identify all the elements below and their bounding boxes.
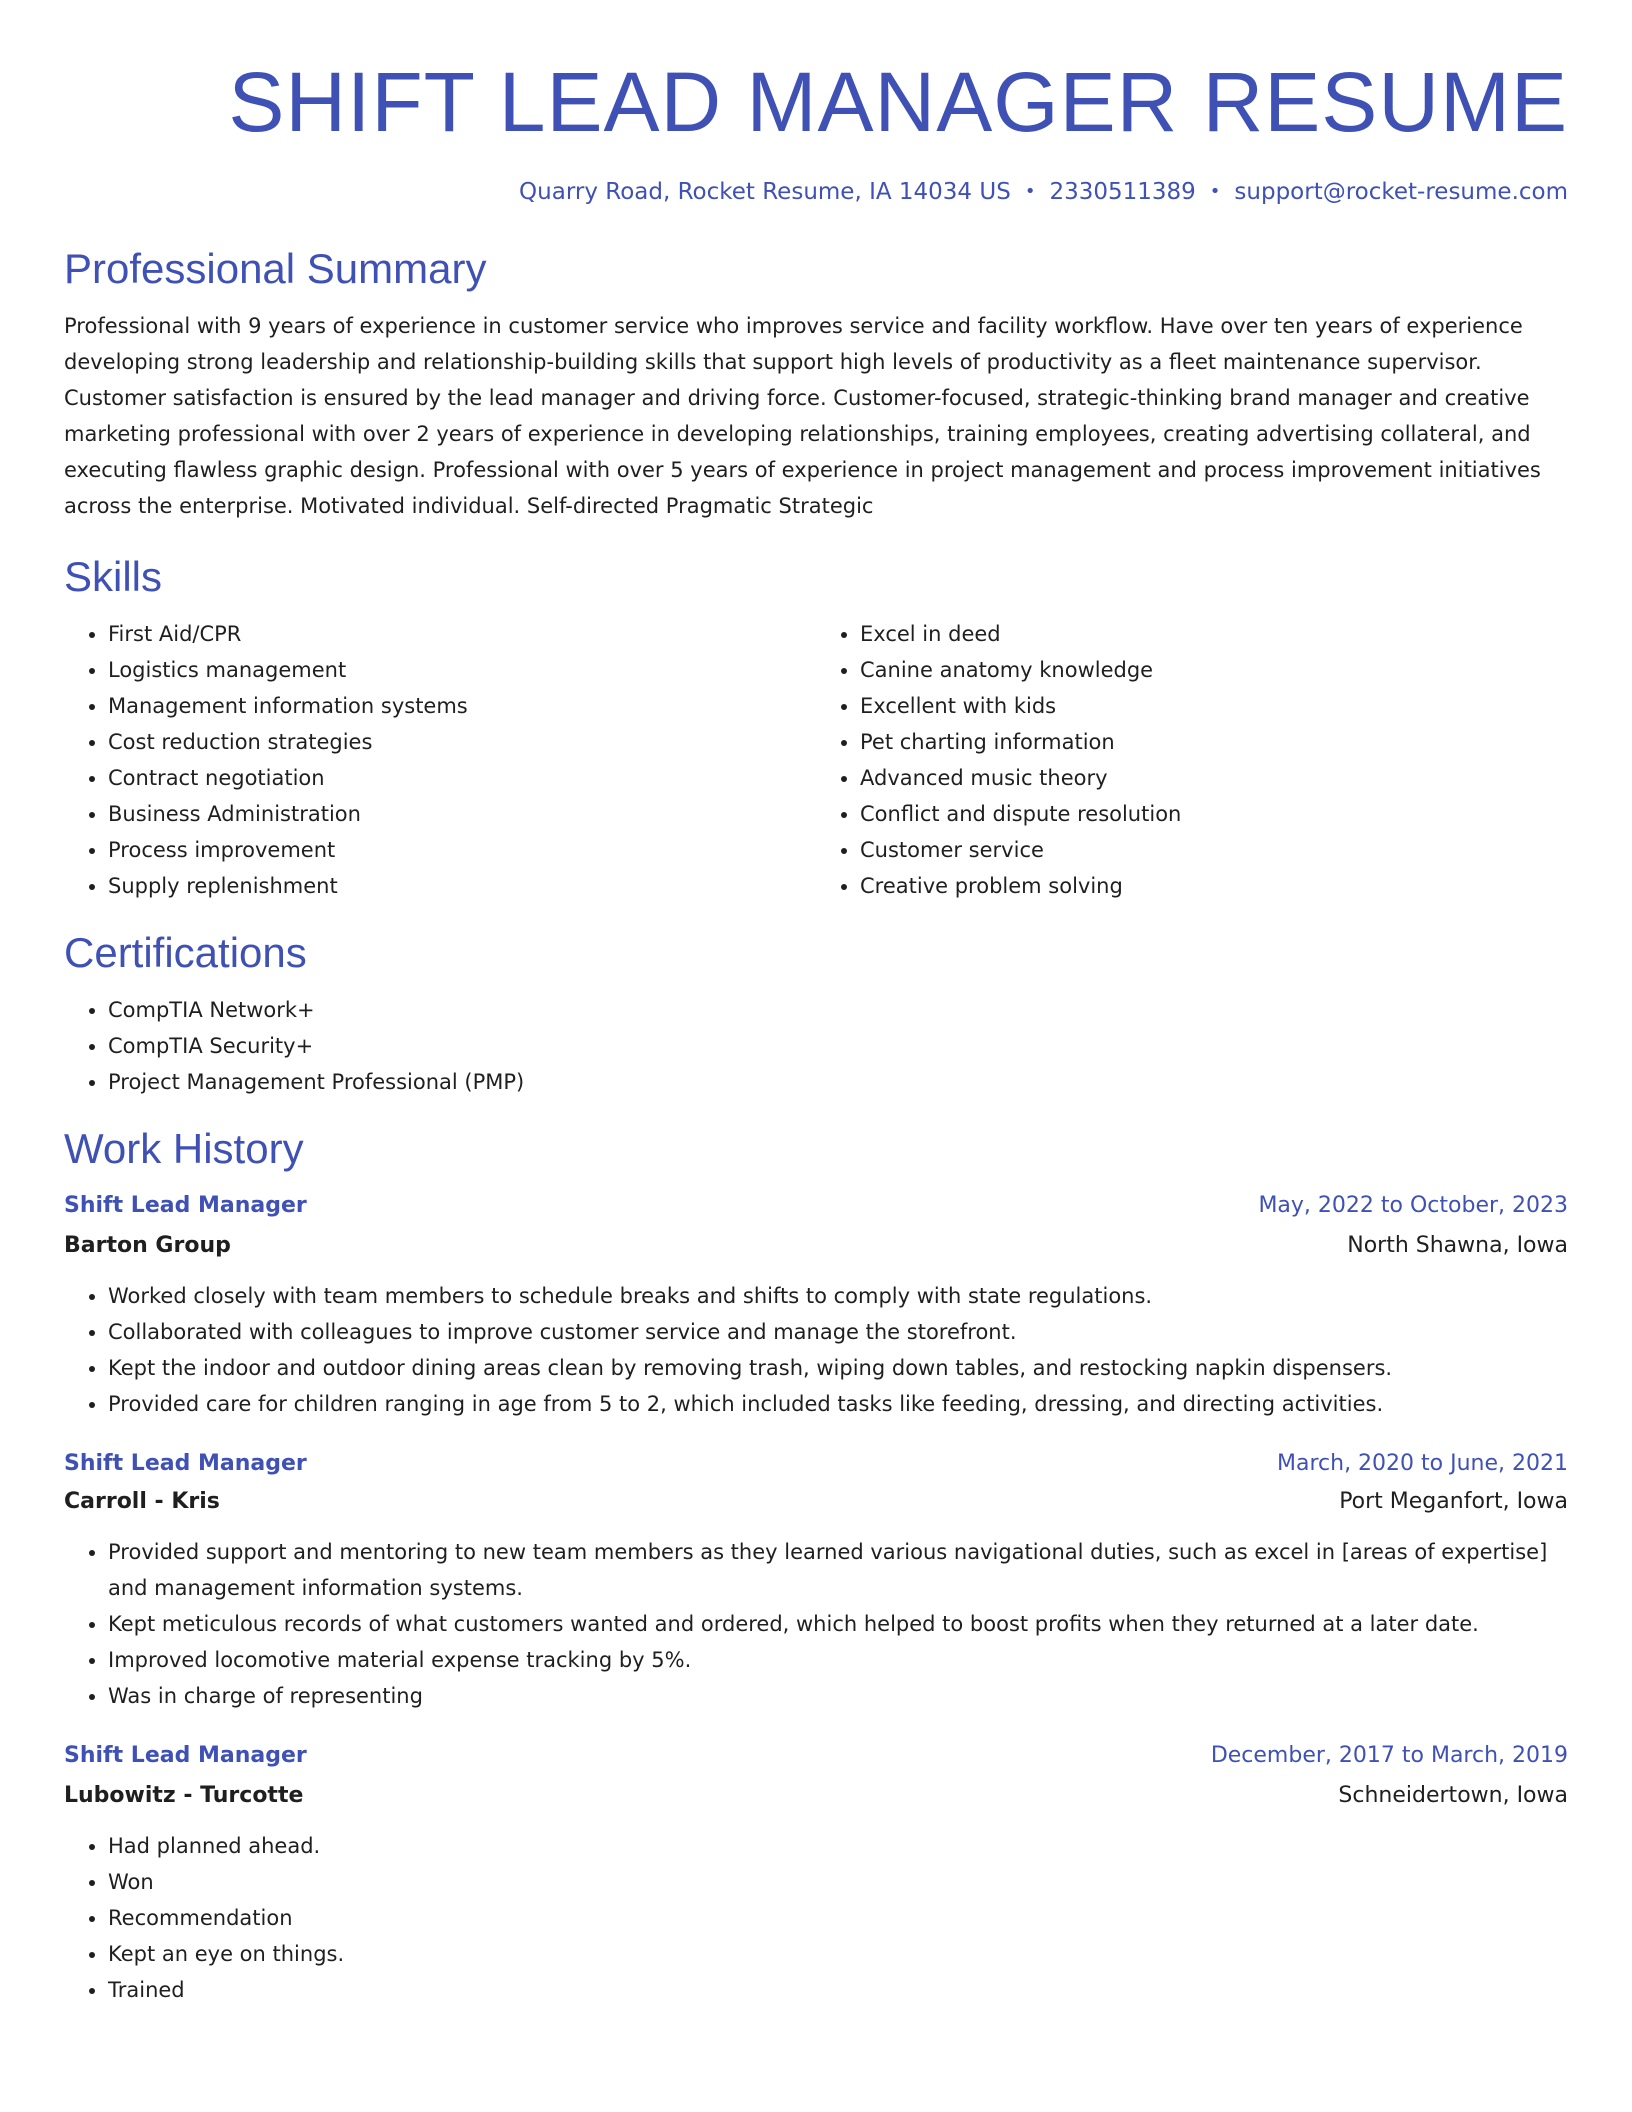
job-duty: • Provided care for children ranging in age from 5 to 2, which included tasks like feeding, dressing, and directing activities. bbox=[108, 1386, 1568, 1422]
skill-item: • Pet charting information bbox=[860, 724, 1568, 760]
work-history-heading: Work History bbox=[64, 1125, 304, 1172]
skill-item: • Conflict and dispute resolution bbox=[860, 796, 1568, 832]
skill-item: • Customer service bbox=[860, 832, 1568, 868]
job-entry bbox=[64, 1446, 1568, 1714]
job-title: Shift Lead Manager bbox=[64, 1743, 307, 1768]
resume-page bbox=[64, 52, 1568, 2008]
job-duty: • Worked closely with team members to schedule breaks and shifts to comply with state regulations. bbox=[108, 1278, 1568, 1314]
job-duties-list bbox=[64, 1534, 1568, 1714]
work-history-section bbox=[64, 1122, 1568, 2008]
job-dates: March, 2020 to June, 2021 bbox=[1277, 1451, 1568, 1476]
job-title: Shift Lead Manager bbox=[64, 1193, 307, 1218]
certification-item: • Project Management Professional (PMP) bbox=[108, 1064, 1568, 1100]
summary-heading: Professional Summary bbox=[64, 245, 487, 292]
skill-item: • First Aid/CPR bbox=[108, 616, 816, 652]
job-location: Schneidertown, Iowa bbox=[1338, 1783, 1568, 1808]
skills-list-left bbox=[64, 616, 816, 904]
skill-item: • Creative problem solving bbox=[860, 868, 1568, 904]
skill-item: • Excellent with kids bbox=[860, 688, 1568, 724]
job-company-row bbox=[64, 1228, 1568, 1264]
job-duty: • Collaborated with colleagues to improve customer service and manage the storefront. bbox=[108, 1314, 1568, 1350]
skills-section bbox=[64, 550, 1568, 904]
skill-item: • Logistics management bbox=[108, 652, 816, 688]
contact-phone: 2330511389 bbox=[1049, 179, 1196, 205]
skill-item: • Management information systems bbox=[108, 688, 816, 724]
certification-item: • CompTIA Network+ bbox=[108, 992, 1568, 1028]
job-duty: • Recommendation bbox=[108, 1900, 1568, 1936]
certifications-section bbox=[64, 926, 1568, 1100]
job-company: Barton Group bbox=[64, 1233, 231, 1258]
job-location: North Shawna, Iowa bbox=[1347, 1233, 1568, 1258]
summary-text: Professional with 9 years of experience in customer service who improves service and facility workflow. Have over ten years of experience developing strong leadership and relationship-building skills that support high levels of productivity as a fleet maintenance supervisor. Customer satisfaction is ensured by the lead manager and driving force. Customer-focused, strategic-thinking brand manager and creative marketing professional with over 2 years of experience in developing relationships, training employees, creating advertising collateral, and executing flawless graphic design. Professional with over 5 years of experience in project management and process improvement initiatives across the enterprise. Motivated individual. Self-directed Pragmatic Strategic bbox=[64, 314, 1541, 518]
job-company-row bbox=[64, 1484, 1568, 1520]
job-location: Port Meganfort, Iowa bbox=[1339, 1489, 1568, 1514]
job-company-row bbox=[64, 1778, 1568, 1814]
certifications-list bbox=[64, 992, 1568, 1100]
job-company: Lubowitz - Turcotte bbox=[64, 1783, 304, 1808]
certification-item: • CompTIA Security+ bbox=[108, 1028, 1568, 1064]
contact-separator: • bbox=[1209, 181, 1221, 202]
job-duty: • Provided support and mentoring to new team members as they learned various navigational duties, such as excel in [areas of expertise] and management information systems. bbox=[108, 1534, 1568, 1606]
job-duty: • Kept an eye on things. bbox=[108, 1936, 1568, 1972]
contact-line bbox=[64, 176, 1568, 208]
job-dates: December, 2017 to March, 2019 bbox=[1210, 1743, 1568, 1768]
skills-heading: Skills bbox=[64, 553, 163, 600]
skill-item: • Process improvement bbox=[108, 832, 816, 868]
job-dates: May, 2022 to October, 2023 bbox=[1258, 1193, 1568, 1218]
resume-title: SHIFT LEAD MANAGER RESUME bbox=[228, 55, 1568, 149]
contact-address: Quarry Road, Rocket Resume, IA 14034 US bbox=[519, 179, 1011, 205]
skill-item: • Contract negotiation bbox=[108, 760, 816, 796]
skill-item: • Supply replenishment bbox=[108, 868, 816, 904]
skills-list-right bbox=[816, 616, 1568, 904]
skill-item: • Canine anatomy knowledge bbox=[860, 652, 1568, 688]
job-duty: • Won bbox=[108, 1864, 1568, 1900]
skill-item: • Excel in deed bbox=[860, 616, 1568, 652]
skill-item: • Advanced music theory bbox=[860, 760, 1568, 796]
job-entry bbox=[64, 1738, 1568, 2008]
job-duty: • Improved locomotive material expense tracking by 5%. bbox=[108, 1642, 1568, 1678]
job-duty: • Had planned ahead. bbox=[108, 1828, 1568, 1864]
summary-section bbox=[64, 242, 1568, 524]
job-title: Shift Lead Manager bbox=[64, 1451, 307, 1476]
job-duty: • Was in charge of representing bbox=[108, 1678, 1568, 1714]
job-duty: • Kept meticulous records of what customers wanted and ordered, which helped to boost profits when they returned at a later date. bbox=[108, 1606, 1568, 1642]
job-header-row bbox=[64, 1446, 1568, 1482]
skill-item: • Business Administration bbox=[108, 796, 816, 832]
job-header-row bbox=[64, 1738, 1568, 1774]
contact-separator: • bbox=[1024, 181, 1036, 202]
job-entry bbox=[64, 1188, 1568, 1422]
job-header-row bbox=[64, 1188, 1568, 1224]
job-duties-list bbox=[64, 1278, 1568, 1422]
job-duties-list bbox=[64, 1828, 1568, 2008]
job-company: Carroll - Kris bbox=[64, 1489, 220, 1514]
contact-email: support@rocket-resume.com bbox=[1234, 179, 1568, 205]
skills-grid bbox=[64, 604, 1568, 904]
job-duty: • Kept the indoor and outdoor dining areas clean by removing trash, wiping down tables, and restocking napkin dispensers. bbox=[108, 1350, 1568, 1386]
job-duty: • Trained bbox=[108, 1972, 1568, 2008]
skill-item: • Cost reduction strategies bbox=[108, 724, 816, 760]
certifications-heading: Certifications bbox=[64, 929, 307, 976]
